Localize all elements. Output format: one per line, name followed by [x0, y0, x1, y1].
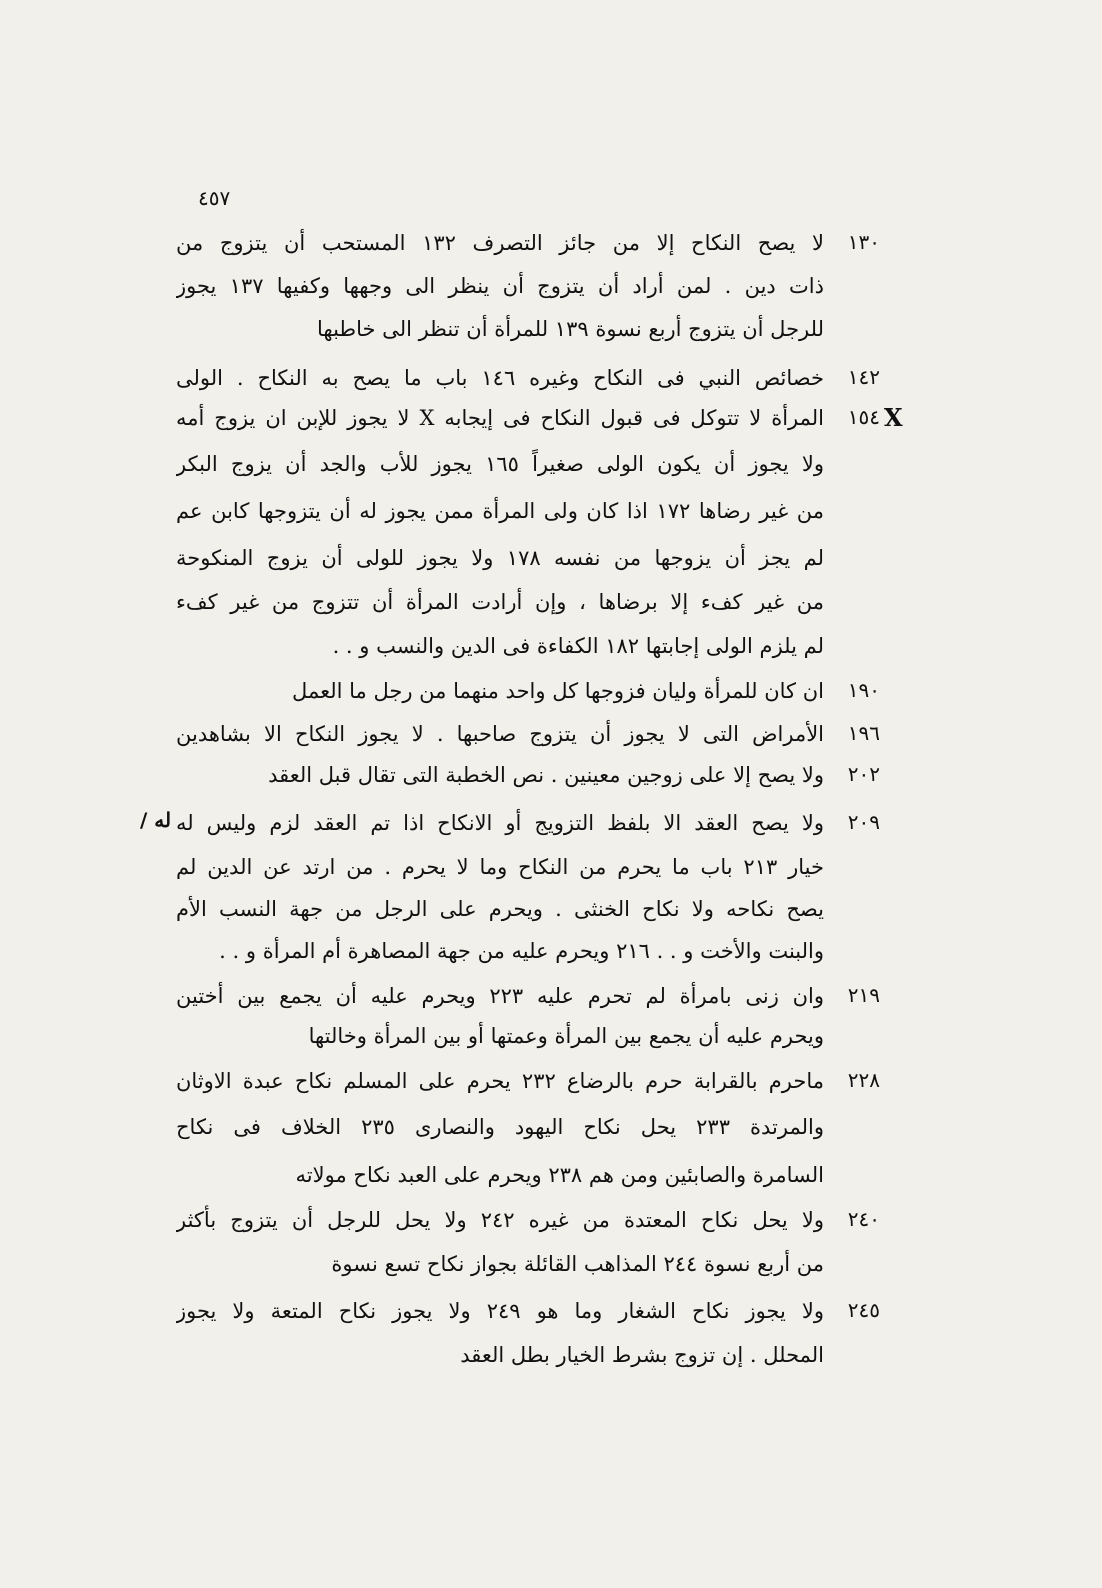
entry-number: ١٤٢	[847, 365, 880, 389]
entry-line: ماحرم بالقرابة حرم بالرضاع ٢٣٢ يحرم على المسلم نكاح عبدة الاوثان	[176, 1069, 824, 1093]
entry-line: يصح نكاحه ولا نكاح الخنثى . ويحرم على الرجل من جهة النسب الأم	[176, 897, 824, 921]
entry-line: ولا يجوز نكاح الشغار وما هو ٢٤٩ ولا يجوز نكاح المتعة ولا يجوز	[176, 1299, 824, 1323]
entry-number: ١٩٠	[847, 678, 880, 702]
entry-line: ولا يصح إلا على زوجين معينين . نص الخطبة التى تقال قبل العقد	[268, 763, 824, 787]
entry-line: ويحرم عليه أن يجمع بين المرأة وعمتها أو بين المرأة وخالتها	[308, 1024, 824, 1048]
entry-line: وان زنى بامرأة لم تحرم عليه ٢٢٣ ويحرم عليه أن يجمع بين أختين	[176, 984, 824, 1008]
entry-line: من غير رضاها ١٧٢ اذا كان ولى المرأة ممن يجوز له أن يتزوجها كابن عم	[176, 499, 824, 523]
margin-mark: X	[884, 403, 903, 432]
entry-line: والمرتدة ٢٣٣ يحل نكاح اليهود والنصارى ٢٣٥ الخلاف فى نكاح	[176, 1115, 824, 1139]
entry-number: ٢١٩	[847, 983, 880, 1007]
margin-mark: / له	[140, 808, 172, 832]
entry-line: خصائص النبي فى النكاح وغيره ١٤٦ باب ما يصح به النكاح . الولى	[176, 366, 824, 390]
entry-line: الأمراض التى لا يجوز أن يتزوج صاحبها . لا يجوز النكاح الا بشاهدين	[176, 722, 824, 746]
entry-line: لم يلزم الولى إجابتها ١٨٢ الكفاءة فى الدين والنسب و . .	[332, 634, 824, 658]
entry-line: من غير كفء إلا برضاها ، وإن أرادت المرأة أن تتزوج من غير كفء	[176, 590, 824, 614]
entry-number: ١٩٦	[847, 721, 880, 745]
entry-line: ولا يحل نكاح المعتدة من غيره ٢٤٢ ولا يحل للرجل أن يتزوج بأكثر	[176, 1208, 824, 1232]
entry-line: المحلل . إن تزوج بشرط الخيار بطل العقد	[460, 1343, 824, 1367]
entry-number: ٢٤٠	[847, 1207, 880, 1231]
entry-line: ولا يجوز أن يكون الولى صغيراً ١٦٥ يجوز للأب والجد أن يزوج البكر	[176, 452, 824, 476]
entry-number: ٢٠٢	[847, 762, 880, 786]
entry-line: والبنت والأخت و . . ٢١٦ ويحرم عليه من جهة المصاهرة أم المرأة و . .	[219, 939, 824, 963]
entry-line: لم يجز أن يزوجها من نفسه ١٧٨ ولا يجوز للولى أن يزوج المنكوحة	[176, 546, 824, 570]
entry-line: خيار ٢١٣ باب ما يحرم من النكاح وما لا يحرم . من ارتد عن الدين لم	[176, 855, 824, 879]
entry-line: للرجل أن يتزوج أربع نسوة ١٣٩ للمرأة أن تنظر الى خاطبها	[317, 317, 824, 341]
entry-line: من أربع نسوة ٢٤٤ المذاهب القائلة بجواز نكاح تسع نسوة	[331, 1252, 824, 1276]
entry-number: ١٣٠	[847, 230, 880, 254]
entry-number: ٢٠٩	[847, 810, 880, 834]
entry-line: المرأة لا تتوكل فى قبول النكاح فى إيجابه X لا يجوز للإبن ان يزوج أمه	[176, 406, 824, 430]
page-number: ٤٥٧	[198, 186, 231, 210]
entry-line: ان كان للمرأة وليان فزوجها كل واحد منهما من رجل ما العمل	[292, 679, 824, 703]
entry-line: ذات دين . لمن أراد أن يتزوج أن ينظر الى وجهها وكفيها ١٣٧ يجوز	[176, 274, 824, 298]
entry-number: ١٥٤	[847, 405, 880, 429]
entry-line: ولا يصح العقد الا بلفظ التزويج أو الانكاح اذا تم العقد لزم وليس له	[176, 811, 824, 835]
entry-number: ٢٢٨	[847, 1068, 880, 1092]
entry-line: السامرة والصابئين ومن هم ٢٣٨ ويحرم على العبد نكاح مولاته	[295, 1163, 824, 1187]
entry-number: ٢٤٥	[847, 1298, 880, 1322]
entry-line: لا يصح النكاح إلا من جائز التصرف ١٣٢ المستحب أن يتزوج من	[176, 231, 824, 255]
